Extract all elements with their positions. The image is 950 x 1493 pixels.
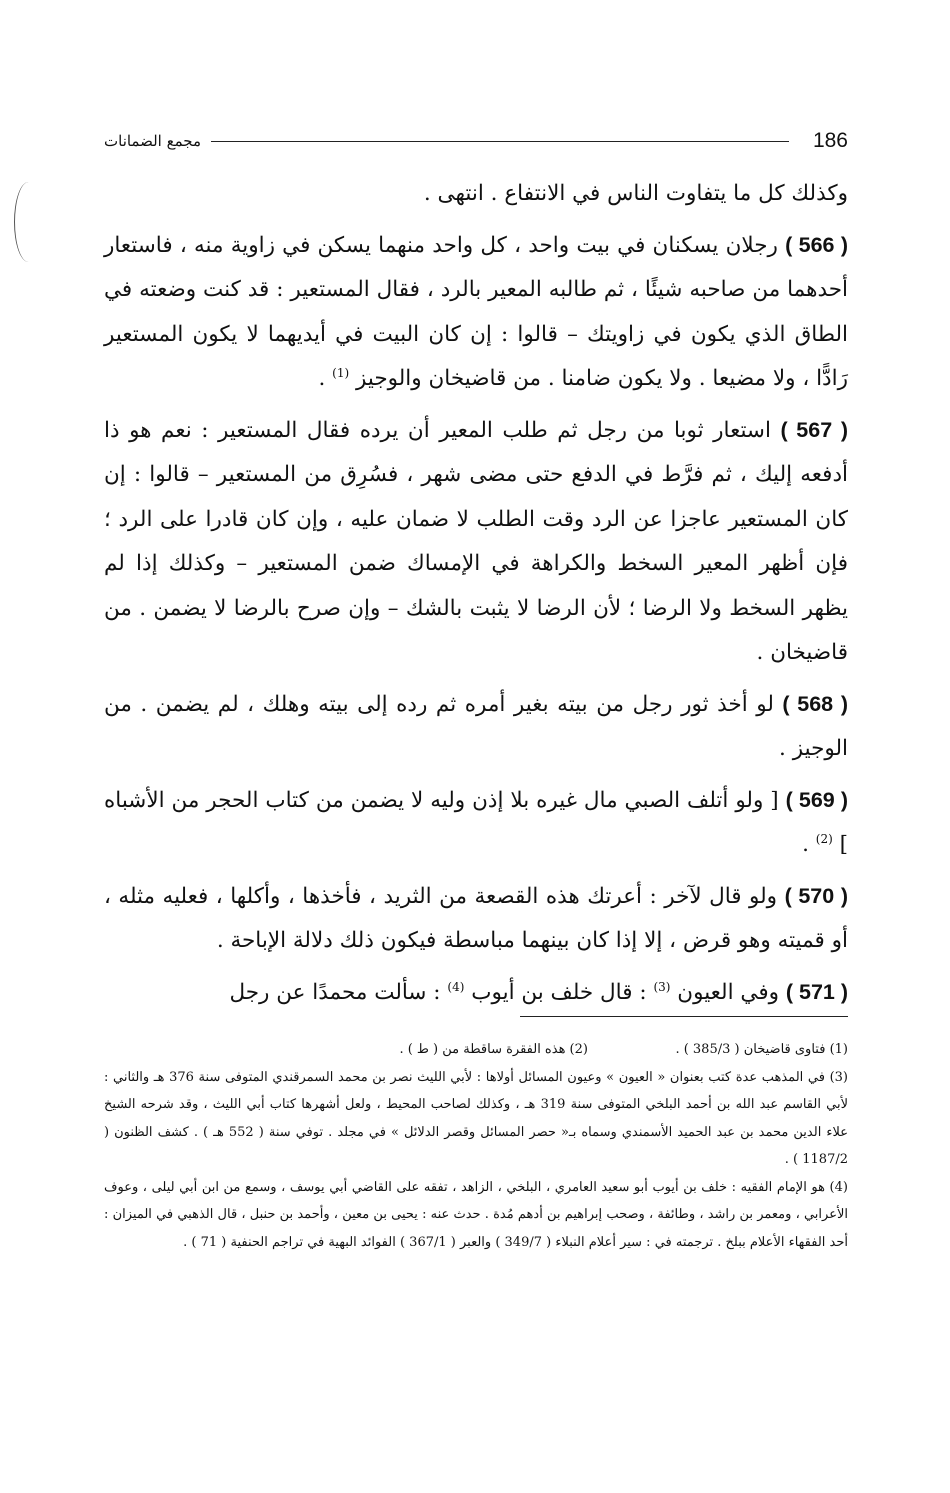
footnotes [104,1036,848,1256]
footnote-ref[interactable]: (3) [653,979,671,994]
margin-bracket-mark [14,182,43,262]
header-rule [211,141,789,142]
footnote-ref[interactable]: (1) [332,365,350,380]
footnote-2: (2) هذه الفقرة ساقطة من ( ط ) . [399,1042,588,1057]
main-text [104,172,848,1021]
paragraph-number: ( 570 ) [784,883,848,908]
paragraph-566 [104,223,848,402]
footnote-1: (1) فتاوى قاضيخان ( 385/3 ) . [675,1042,848,1057]
paragraph-569 [104,778,848,868]
page-header [104,124,848,158]
paragraph-571 [104,970,848,1016]
paragraph-text: وفي العيون [677,979,779,1005]
book-title: مجمع الضمانات [104,132,201,150]
paragraph-568 [104,682,848,772]
paragraph-570 [104,874,848,964]
paragraph-intro [104,172,848,217]
page-number: 186 [812,129,848,152]
paragraph-text: لو أخذ ثور رجل من بيته بغير أمره ثم رده إلى بيته وهلك ، لم يضمن . من الوجيز . [104,691,848,761]
footnote-4: (4) هو الإمام الفقيه : خلف بن أيوب أبو سعيد العامري ، البلخي ، الزاهد ، تفقه على القاضي أبي يوسف ، وسمع من ابن أبي ليلى ، وعوف الأعرابي ، ومعمر بن راشد ، وطائفة ، وصحب إبراهيم بن أدهم مُدة . حدث عنه : يحيى بن معين ، وأحمد بن حنبل ، قال الذهبي في الميزان : أحد الفقهاء الأعلام ببلخ . ترجمته في : سير أعلام النبلاء ( 349/7 ) والعبر ( 367/1 ) الفوائد البهية في تراجم الحنفية ( 71 ) . [104,1179,848,1250]
paragraph-text: وكذلك كل ما يتفاوت الناس في الانتفاع . انتهى . [423,181,848,206]
paragraph-text: استعار ثوبا من رجل ثم طلب المعير أن يرده فقال المستعير : نعم هو ذا أدفعه إليك ، ثم فرَّط في الدفع حتى مضى شهر ، فسُرِق من المستعير – قالوا : إن كان المستعير عاجزا عن الرد وقت الطلب لا ضمان عليه ، وإن كان قادرا على الرد ؛ فإن أظهر المعير السخط والكراهة في الإمساك ضمن المستعير – وكذلك إذا لم يظهر السخط ولا الرضا ؛ لأن الرضا لا يثبت بالشك – وإن صرح بالرضا لا يضمن . من قاضيخان . [104,417,848,665]
paragraph-number: ( 569 ) [785,787,849,812]
paragraph-end: . [802,832,809,857]
paragraph-text: ولو قال لآخر : أعرتك هذه القصعة من الثريد ، فأخذها ، وأكلها ، فعليه مثله ، أو قميته وهو قرض ، إلا إذا كان بينهما مباسطة فيكون ذلك دلالة الإباحة . [104,883,848,953]
footnote-ref[interactable]: (2) [815,831,833,846]
footnote-ref[interactable]: (4) [447,979,465,994]
footnote-3: (3) في المذهب عدة كتب بعنوان « العيون » وعيون المسائل أولاها : لأبي الليث نصر بن محمد السمرقندي المتوفى سنة 376 هـ والثاني : لأبي القاسم عبد الله بن أحمد البلخي المتوفى سنة 319 هـ ، وكذلك لصاحب المحيط ، ولعل أشهرها كتاب أبي الليث ، وقد شرحه الشيخ علاء الدين محمد بن عبد الحميد الأسمندي وسماه بـ« حصر المسائل وقصر الدلائل » في مجلد . توفي سنة ( 552 هـ ) . كشف الظنون ( 1187/2 ) . [104,1069,848,1167]
paragraph-number: ( 566 ) [785,232,848,257]
paragraph-number: ( 571 ) [785,979,848,1004]
paragraph-567 [104,408,848,676]
paragraph-text: : قال خلف بن أيوب [471,979,647,1005]
paragraph-number: ( 568 ) [782,691,848,716]
footnote-separator [520,1016,848,1017]
footnote-row [104,1036,848,1064]
paragraph-text: : سألت محمدًا عن رجل [229,979,441,1005]
paragraph-number: ( 567 ) [780,417,848,442]
paragraph-text: [ ولو أتلف الصبي مال غيره بلا إذن وليه لا يضمن من كتاب الحجر من الأشباه ] [104,787,848,857]
paragraph-text: رجلان يسكنان في بيت واحد ، كل واحد منهما يسكن في زاوية منه ، فاستعار أحدهما من صاحبه شيئًا ، ثم طالبه المعير بالرد ، فقال المستعير : قد كنت وضعته في الطاق الذي يكون في زاويتك – قالوا : إن كان البيت في أيديهما لا يكون المستعير رَادًّا ، ولا مضيعا . ولا يكون ضامنا . من قاضيخان والوجيز [104,232,848,391]
paragraph-end: . [318,366,326,391]
